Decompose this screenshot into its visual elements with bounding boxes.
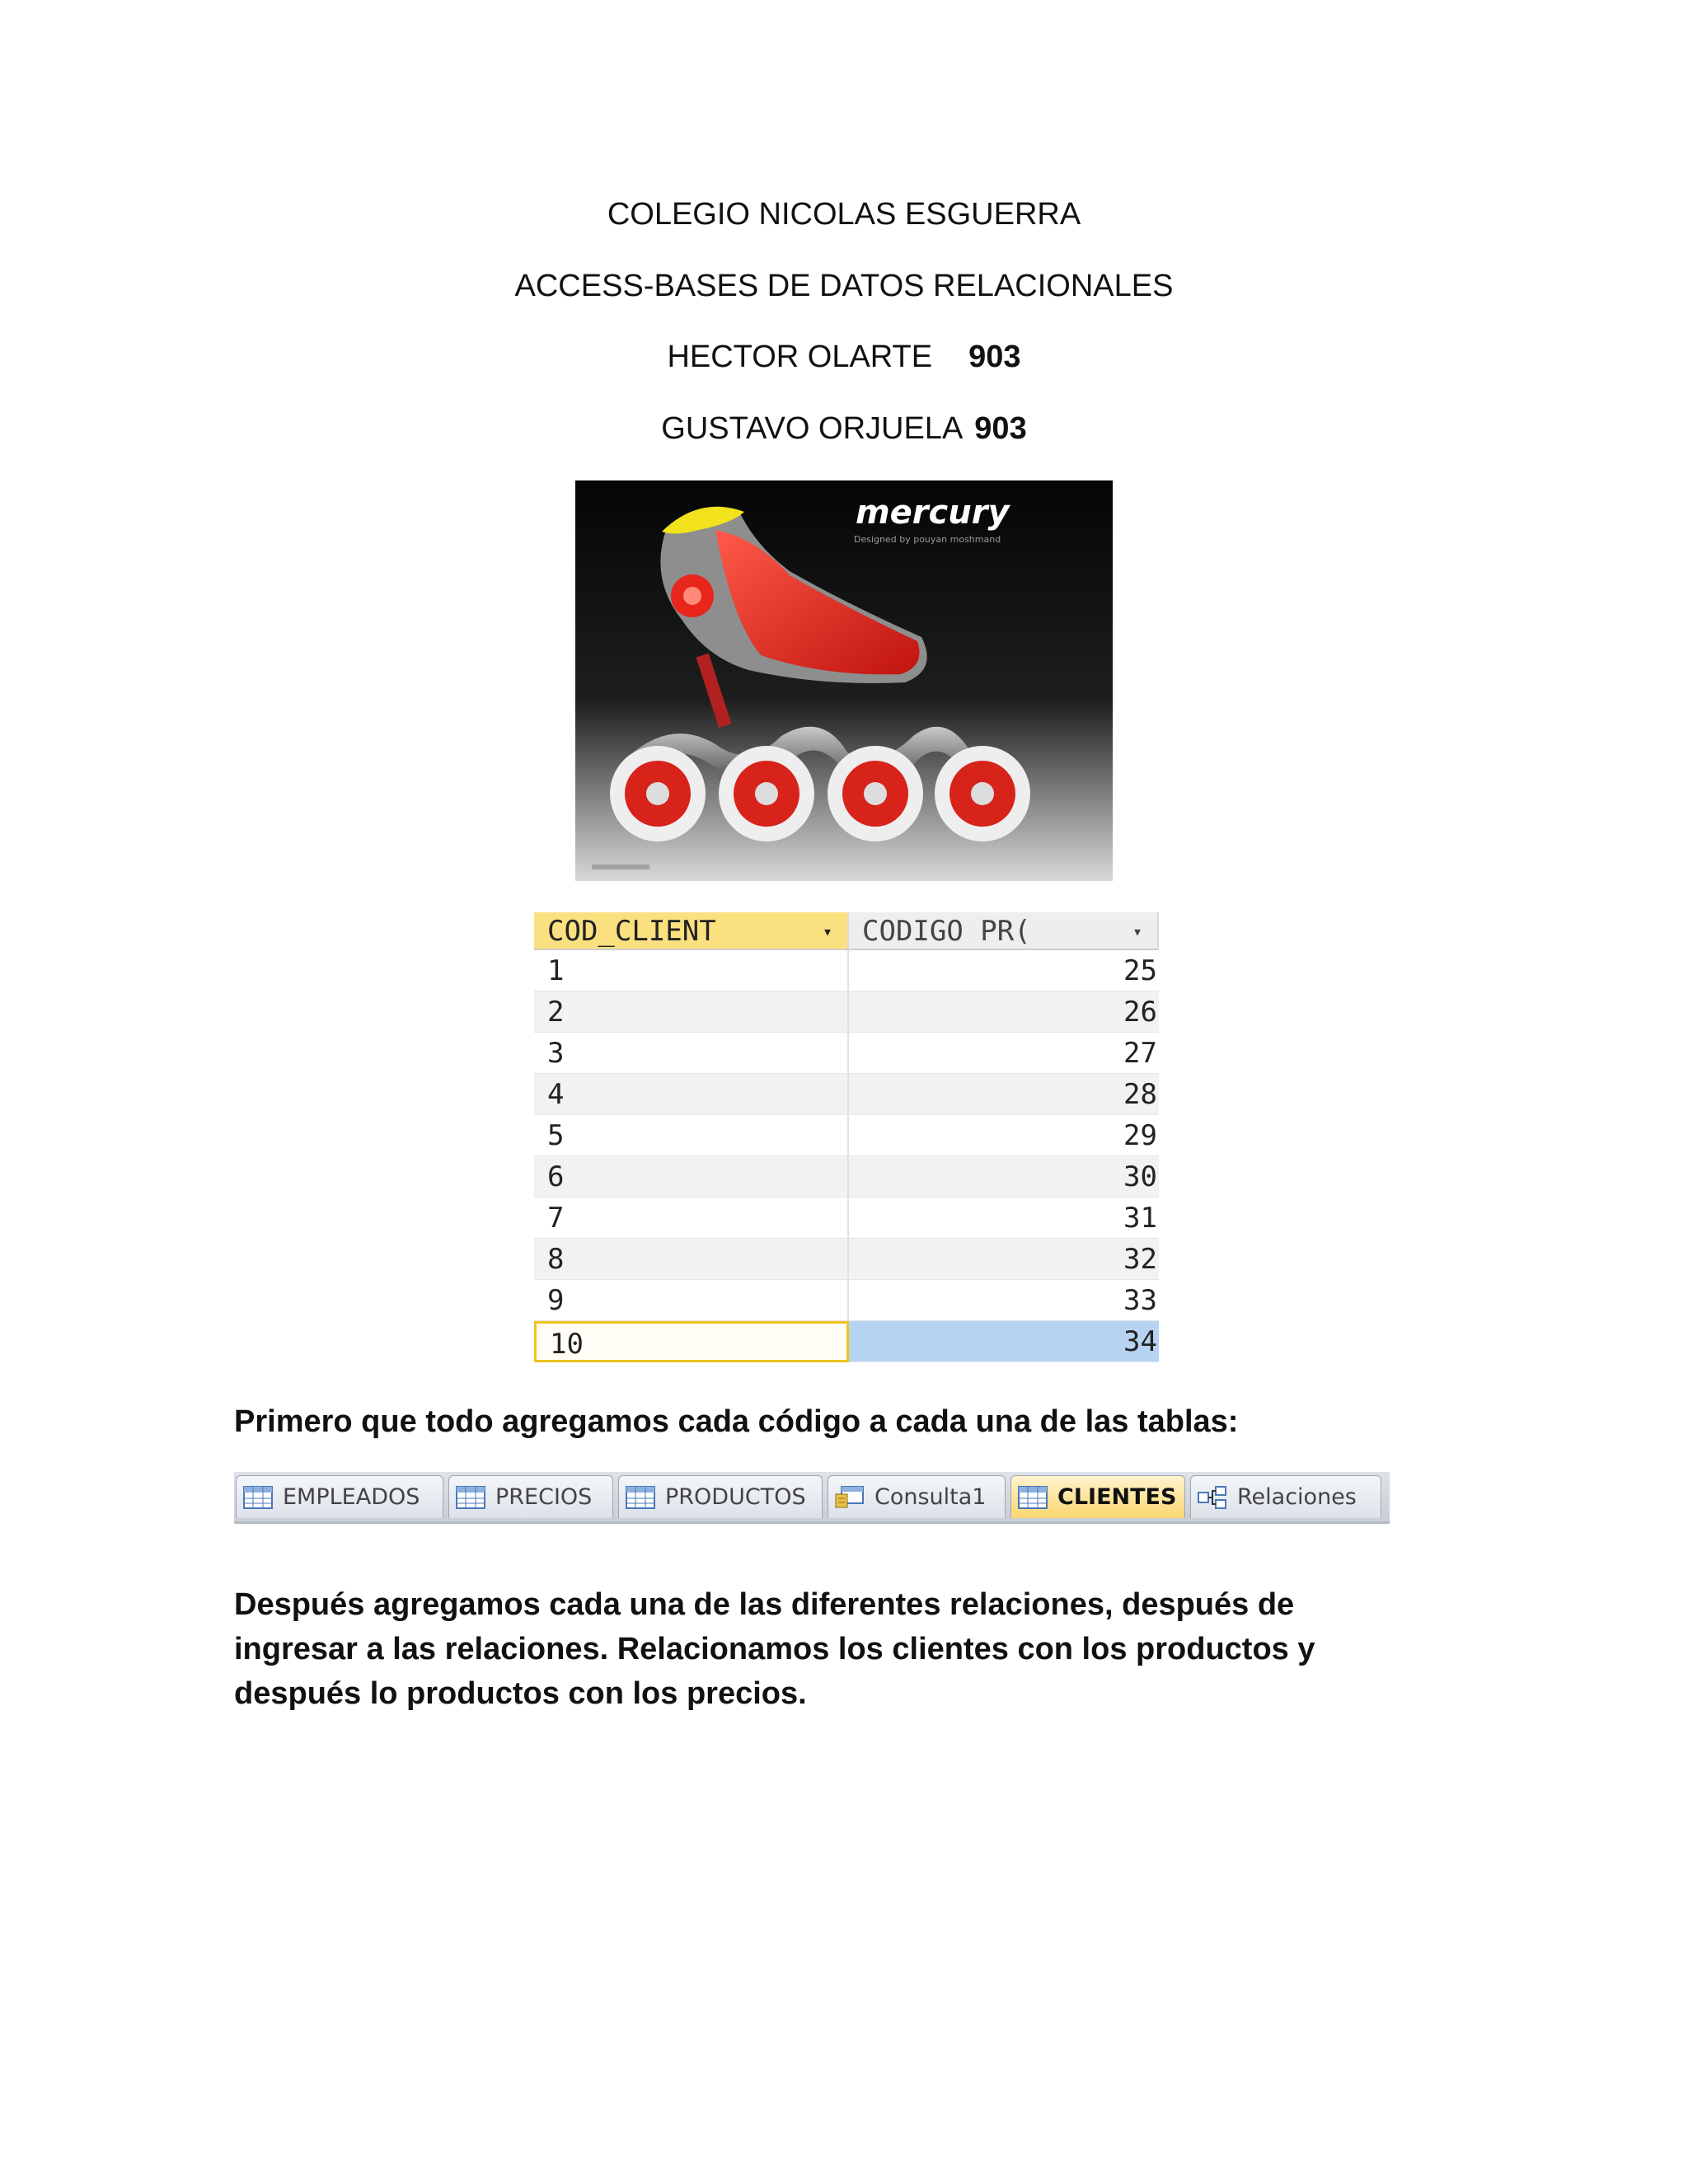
student-1-name: HECTOR OLARTE (667, 340, 933, 374)
tab-label: PRODUCTOS (665, 1484, 806, 1510)
cod-cliente-cell[interactable]: 5 (534, 1115, 849, 1156)
student-2-name: GUSTAVO ORJUELA (661, 411, 964, 446)
column-header-label: COD_CLIENT (547, 915, 716, 948)
column-header-label: CODIGO PR( (862, 915, 1031, 948)
codigo-producto-cell[interactable]: 26 (849, 991, 1159, 1033)
tab-productos[interactable] (618, 1475, 823, 1518)
table-row-selected[interactable] (534, 1321, 1159, 1362)
tab-label: CLIENTES (1057, 1484, 1177, 1510)
codigo-producto-cell[interactable]: 28 (849, 1074, 1159, 1115)
object-tab-bar (234, 1472, 1390, 1524)
school-name: COLEGIO NICOLAS ESGUERRA (607, 197, 1081, 232)
table-row[interactable] (534, 1115, 1159, 1156)
relationships-icon (1198, 1486, 1227, 1509)
student-line-1 (0, 338, 1688, 376)
student-2-group: 903 (974, 411, 1027, 446)
table-row[interactable] (534, 950, 1159, 991)
codigo-producto-cell[interactable]: 32 (849, 1239, 1159, 1280)
table-row[interactable] (534, 1156, 1159, 1197)
table-row[interactable] (534, 1033, 1159, 1074)
cod-cliente-cell[interactable]: 6 (534, 1156, 849, 1197)
instruction-paragraph-1: Primero que todo agregamos cada código a cada una de las tablas: (234, 1404, 1239, 1439)
cod-cliente-cell[interactable]: 8 (534, 1239, 849, 1280)
codigo-producto-cell[interactable]: 33 (849, 1280, 1159, 1321)
subject-title: ACCESS-BASES DE DATOS RELACIONALES (514, 269, 1174, 303)
clientes-datasheet (534, 912, 1159, 1367)
table-icon (626, 1486, 655, 1509)
tab-clientes[interactable] (1010, 1475, 1185, 1518)
table-icon (243, 1486, 273, 1509)
cod-cliente-cell[interactable]: 7 (534, 1197, 849, 1239)
codigo-producto-cell[interactable]: 27 (849, 1033, 1159, 1074)
skate-photo (575, 480, 1113, 881)
codigo-producto-cell[interactable]: 29 (849, 1115, 1159, 1156)
tab-precios[interactable] (448, 1475, 613, 1518)
tab-label: EMPLEADOS (283, 1484, 420, 1510)
tab-consulta1[interactable] (828, 1475, 1006, 1518)
student-1-group: 903 (968, 340, 1021, 374)
codigo-producto-cell[interactable]: 31 (849, 1197, 1159, 1239)
cod-cliente-cell[interactable]: 9 (534, 1280, 849, 1321)
codigo-producto-cell[interactable]: 34 (849, 1321, 1159, 1362)
tab-label: Relaciones (1237, 1484, 1357, 1510)
table-row[interactable] (534, 991, 1159, 1033)
table-icon (1018, 1486, 1048, 1509)
table-row[interactable] (534, 1239, 1159, 1280)
cod-cliente-cell[interactable]: 10 (534, 1321, 849, 1362)
column-header-codigo-producto[interactable] (849, 912, 1159, 950)
cod-cliente-cell[interactable]: 3 (534, 1033, 849, 1074)
cod-cliente-cell[interactable]: 1 (534, 950, 849, 991)
codigo-producto-cell[interactable]: 25 (849, 950, 1159, 991)
tab-relaciones[interactable] (1190, 1475, 1381, 1518)
sort-dropdown-icon[interactable]: ▾ (1132, 921, 1142, 941)
cod-cliente-cell[interactable]: 4 (534, 1074, 849, 1115)
tab-empleados[interactable] (236, 1475, 443, 1518)
table-icon (456, 1486, 485, 1509)
table-row[interactable] (534, 1074, 1159, 1115)
tab-label: PRECIOS (495, 1484, 593, 1510)
query-icon (835, 1486, 865, 1509)
column-header-cod-cliente[interactable] (534, 912, 849, 950)
table-row[interactable] (534, 1197, 1159, 1239)
cod-cliente-cell[interactable]: 2 (534, 991, 849, 1033)
sort-dropdown-icon[interactable]: ▾ (822, 921, 832, 941)
brand-subtitle: Designed by pouyan moshmand (854, 534, 1001, 545)
instruction-paragraph-2: Después agregamos cada una de las diferentes relaciones, después de ingresar a las relaciones. Relacionamos los clientes con los productos y después lo productos con los precios. (234, 1587, 1315, 1711)
table-row[interactable] (534, 1280, 1159, 1321)
tab-label: Consulta1 (874, 1484, 987, 1510)
student-line-2 (0, 410, 1688, 448)
brand-logo: mercury (856, 494, 1010, 532)
codigo-producto-cell[interactable]: 30 (849, 1156, 1159, 1197)
